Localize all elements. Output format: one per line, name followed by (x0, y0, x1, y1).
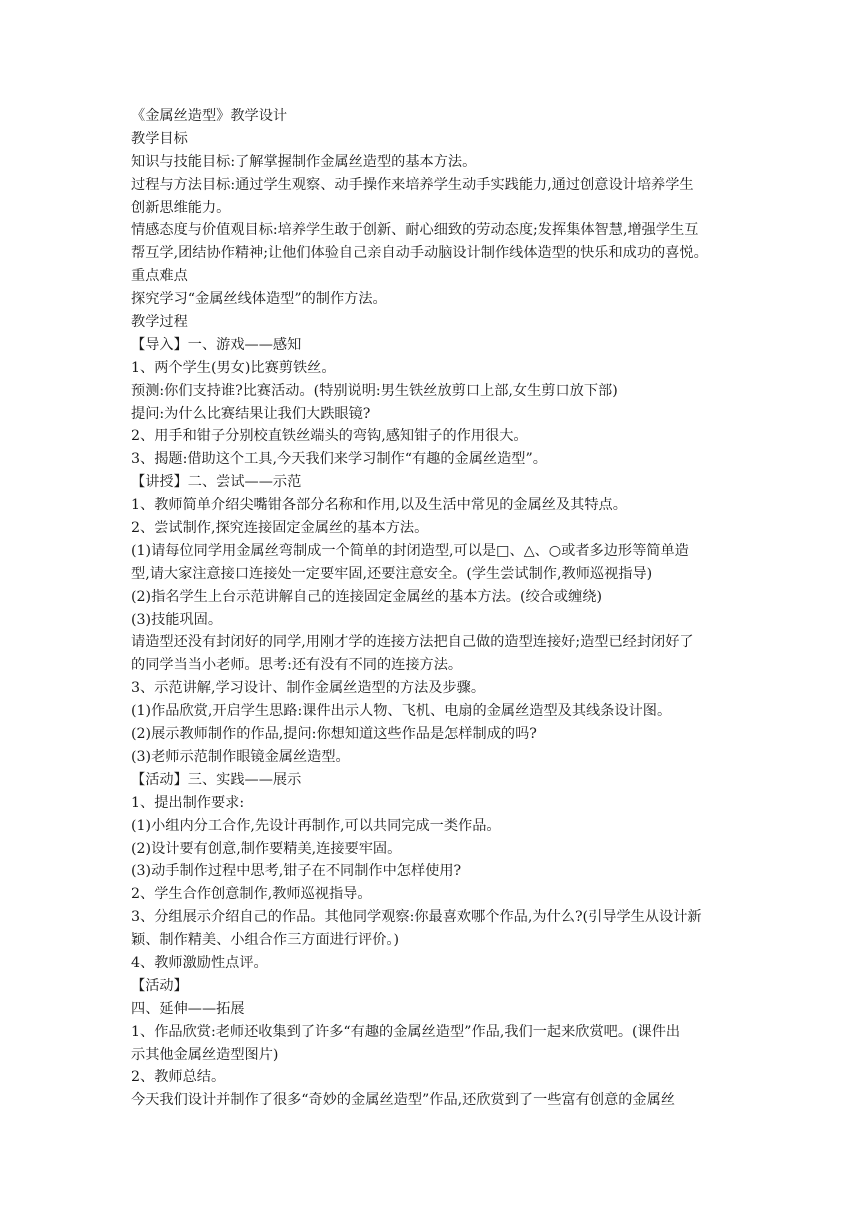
text-line: 3、示范讲解,学习设计、制作金属丝造型的方法及步骤。 (131, 680, 486, 697)
text-line: (2)指名学生上台示范讲解自己的连接固定金属丝的基本方法。(绞合或缠绕) (131, 588, 602, 605)
document-body (131, 105, 743, 1112)
text-line: 的同学当当小老师。思考:还有没有不同的连接方法。 (131, 657, 463, 674)
text-line: 3、分组展示介绍自己的作品。其他同学观察:你最喜欢哪个作品,为什么?(引导学生从设计新 (131, 909, 702, 926)
text-line: 知识与技能目标:了解掌握制作金属丝造型的基本方法。 (131, 153, 477, 170)
text-line: 请造型还没有封闭好的同学,用刚才学的连接方法把自己做的造型连接好;造型已经封闭好了 (131, 634, 694, 651)
text-line: (2)展示教师制作的作品,提问:你想知道这些作品是怎样制成的吗? (131, 726, 537, 743)
text-line: (2)设计要有创意,制作要精美,连接要牢固。 (131, 840, 402, 857)
text-line: 【活动】三、实践——展示 (131, 771, 302, 788)
text-line: 探究学习“金属丝线体造型”的制作方法。 (131, 291, 387, 308)
document-title: 《金属丝造型》教学设计 (131, 108, 288, 124)
text-line: 预测:你们支持谁?比赛活动。(特别说明:男生铁丝放剪口上部,女生剪口放下部) (131, 382, 618, 399)
section-heading-key-points: 重点难点 (131, 268, 188, 285)
text-line: 帮互学,团结协作精神;让他们体验自己亲自动手动脑设计制作线体造型的快乐和成功的喜悦。 (131, 245, 708, 262)
text-line: 【导入】一、游戏——感知 (131, 336, 302, 353)
text-line: (1)小组内分工合作,先设计再制作,可以共同完成一类作品。 (131, 817, 501, 834)
section-heading-process: 教学过程 (131, 314, 188, 331)
text-line: (3)老师示范制作眼镜金属丝造型。 (131, 748, 350, 765)
text-line: 3、揭题:借助这个工具,今天我们来学习制作“有趣的金属丝造型”。 (131, 451, 547, 468)
text-line: 2、学生合作创意制作,教师巡视指导。 (131, 886, 372, 903)
text-line: (3)技能巩固。 (131, 611, 223, 628)
text-line: 过程与方法目标:通过学生观察、动手操作来培养学生动手实践能力,通过创意设计培养学生 (131, 176, 694, 193)
text-line: 1、提出制作要求: (131, 794, 245, 811)
text-line: 示其他金属丝造型图片) (131, 1046, 279, 1063)
text-line: 2、用手和钳子分别校直铁丝端头的弯钩,感知钳子的作用很大。 (131, 428, 528, 445)
text-line: 今天我们设计并制作了很多“奇妙的金属丝造型”作品,还欣赏到了一些富有创意的金属丝 (131, 1092, 675, 1109)
text-line: (1)作品欣赏,开启学生思路:课件出示人物、飞机、电扇的金属丝造型及其线条设计图。 (131, 703, 672, 720)
text-line: 颖、制作精美、小组合作三方面进行评价。) (131, 932, 399, 949)
text-line: 2、尝试制作,探究连接固定金属丝的基本方法。 (131, 520, 429, 537)
text-line: 【活动】 (131, 977, 188, 994)
text-line: 四、延伸——拓展 (131, 1000, 245, 1017)
text-line: 4、教师激励性点评。 (131, 954, 268, 971)
text-line: 1、作品欣赏:老师还收集到了许多“有趣的金属丝造型”作品,我们一起来欣赏吧。(课件出 (131, 1023, 681, 1040)
text-line: 【讲授】二、尝试——示范 (131, 474, 302, 491)
text-line: 1、教师简单介绍尖嘴钳各部分名称和作用,以及生活中常见的金属丝及其特点。 (131, 497, 627, 514)
text-line: 1、两个学生(男女)比赛剪铁丝。 (131, 359, 336, 376)
section-heading-goals: 教学目标 (131, 130, 188, 147)
text-line: 提问:为什么比赛结果让我们大跌眼镜? (131, 405, 371, 422)
text-line: 2、教师总结。 (131, 1069, 226, 1086)
text-line: 型,请大家注意接口连接处一定要牢固,还要注意安全。(学生尝试制作,教师巡视指导) (131, 565, 653, 582)
text-line: (3)动手制作过程中思考,钳子在不同制作中怎样使用? (131, 863, 462, 880)
text-line: 情感态度与价值观目标:培养学生敢于创新、耐心细致的劳动态度;发挥集体智慧,增强学生互 (131, 222, 699, 239)
text-line: (1)请每位同学用金属丝弯制成一个简单的封闭造型,可以是□、△、○或者多边形等简单造 (131, 542, 689, 559)
text-line: 创新思维能力。 (131, 199, 231, 216)
